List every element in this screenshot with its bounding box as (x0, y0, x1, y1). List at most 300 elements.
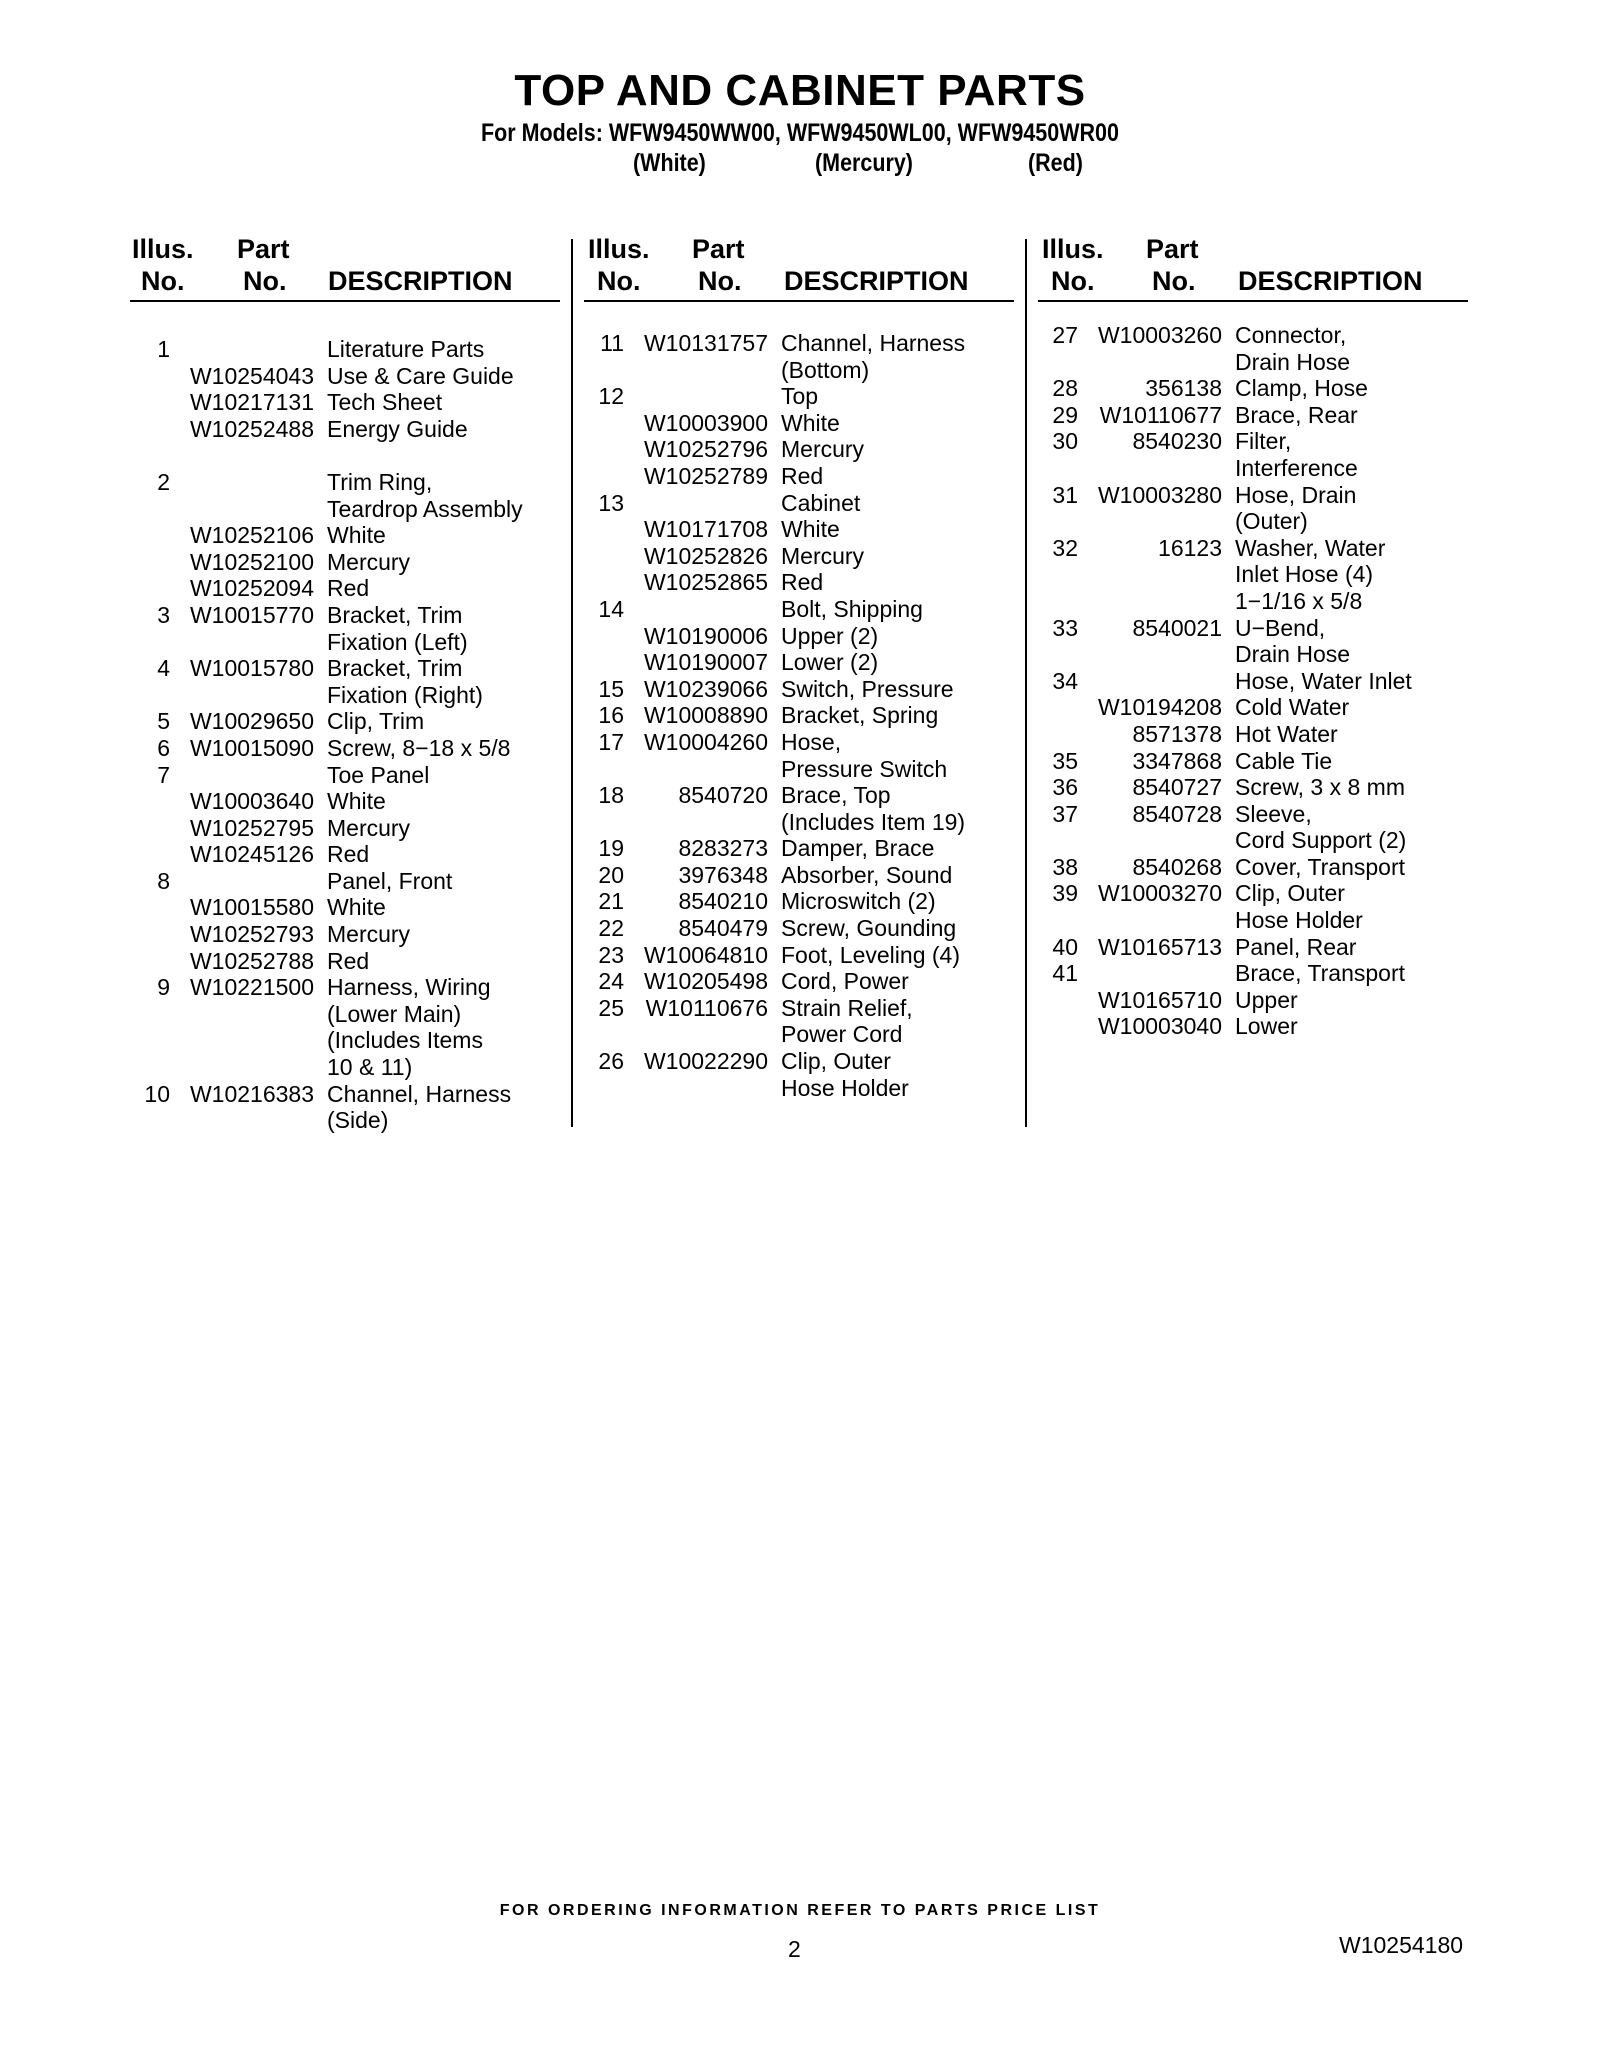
illus-number: 15 (598, 675, 624, 702)
part-description: Cord Support (2) (1235, 827, 1407, 854)
illus-number: 25 (598, 994, 624, 1021)
part-row (1038, 455, 1468, 482)
parts-list (1038, 322, 1468, 1040)
part-description: Damper, Brace (781, 835, 935, 862)
part-number: 8540728 (1132, 800, 1222, 827)
part-row (1038, 987, 1468, 1014)
part-row (584, 915, 1014, 942)
part-description: Mercury (781, 542, 865, 569)
part-row (130, 389, 560, 416)
part-description: Upper (1235, 986, 1298, 1013)
part-row (584, 809, 1014, 836)
part-description: Channel, Harness (327, 1080, 512, 1107)
illus-number: 34 (1052, 667, 1078, 694)
part-row (584, 543, 1014, 570)
part-number: W10015580 (189, 894, 314, 921)
part-row (584, 888, 1014, 915)
part-row (1038, 535, 1468, 562)
part-row (1038, 774, 1468, 801)
part-description: Fixation (Right) (327, 681, 483, 708)
part-description: Teardrop Assembly (327, 495, 523, 522)
header-part-no: No. (698, 266, 742, 296)
part-number: W10252789 (643, 462, 768, 489)
part-row (1038, 588, 1468, 615)
part-description: Hose, Water Inlet (1235, 667, 1412, 694)
illus-number: 33 (1052, 614, 1078, 641)
part-row (584, 942, 1014, 969)
part-number: W10110676 (645, 994, 768, 1021)
part-description: Red (327, 841, 370, 868)
illus-number: 39 (1052, 880, 1078, 907)
part-row (130, 841, 560, 868)
part-row (130, 575, 560, 602)
part-row (1038, 934, 1468, 961)
illus-number: 20 (598, 861, 624, 888)
part-number: W10252796 (643, 436, 768, 463)
illus-number: 7 (157, 761, 170, 788)
part-row (1038, 854, 1468, 881)
part-row (130, 655, 560, 682)
part-number: W10252826 (643, 542, 768, 569)
part-row (130, 469, 560, 496)
header-illus: Illus. (588, 234, 650, 264)
part-row (584, 782, 1014, 809)
part-row (130, 416, 560, 443)
part-description: Clip, Trim (327, 708, 425, 735)
part-description: Hot Water (1235, 720, 1338, 747)
part-row (584, 702, 1014, 729)
part-row (584, 862, 1014, 889)
part-number: W10221500 (189, 974, 314, 1001)
header-illus: Illus. (132, 234, 194, 264)
illus-number: 24 (598, 968, 624, 995)
part-description: Panel, Front (327, 867, 453, 894)
column-header (584, 232, 1014, 302)
part-description: White (781, 516, 840, 543)
part-description: Cord, Power (781, 968, 909, 995)
part-number: W10165710 (1097, 986, 1222, 1013)
illus-number: 10 (144, 1080, 170, 1107)
part-row (130, 522, 560, 549)
part-description: Clip, Outer (781, 1048, 891, 1075)
part-description: 1−1/16 x 5/8 (1235, 587, 1363, 614)
part-number: W10004260 (643, 728, 768, 755)
illus-number: 37 (1052, 800, 1078, 827)
page-title: TOP AND CABINET PARTS (514, 66, 1086, 115)
illus-number: 11 (600, 330, 624, 356)
part-row (584, 649, 1014, 676)
part-description: Brace, Rear (1235, 401, 1358, 428)
part-row (130, 1107, 560, 1134)
part-description: Microswitch (2) (781, 888, 936, 915)
part-row (1038, 402, 1468, 429)
part-row (584, 569, 1014, 596)
color-label-red: (Red) (1028, 149, 1083, 177)
part-row (130, 815, 560, 842)
part-description: Cable Tie (1235, 747, 1333, 774)
part-row (1038, 375, 1468, 402)
part-description: Red (781, 462, 824, 489)
part-number: W10003640 (189, 788, 314, 815)
part-number: W10194208 (1097, 694, 1222, 721)
part-description: Toe Panel (327, 761, 430, 788)
part-description: Hose Holder (1235, 907, 1363, 934)
color-label-mercury: (Mercury) (815, 149, 913, 177)
part-row (584, 596, 1014, 623)
part-number: 8571378 (1132, 720, 1222, 747)
column-divider (571, 239, 573, 1127)
part-description: Bracket, Trim (327, 655, 463, 682)
illus-number: 3 (157, 601, 170, 628)
part-row (1038, 960, 1468, 987)
part-number: 8540727 (1132, 774, 1222, 801)
illus-number: 14 (598, 595, 624, 622)
part-description: Washer, Water (1235, 534, 1386, 561)
part-description: Bracket, Spring (781, 702, 939, 729)
part-row (1038, 668, 1468, 695)
part-description: Hose, Drain (1235, 481, 1357, 508)
color-label-white: (White) (633, 149, 706, 177)
part-description: Mercury (327, 548, 411, 575)
part-description: Lower (1235, 1013, 1298, 1040)
part-row (130, 974, 560, 1001)
header-illus: Illus. (1042, 234, 1104, 264)
part-description: Strain Relief, (781, 994, 913, 1021)
illus-number: 27 (1052, 322, 1078, 348)
part-number: W10015090 (189, 734, 314, 761)
part-row (130, 735, 560, 762)
part-number: W10252106 (189, 522, 314, 549)
part-description: Absorber, Sound (781, 861, 953, 888)
part-number: W10015780 (189, 655, 314, 682)
illus-number: 23 (598, 941, 624, 968)
illus-number: 40 (1052, 933, 1078, 960)
part-description: (Lower Main) (327, 1000, 462, 1027)
illus-number: 32 (1052, 534, 1078, 561)
part-row (130, 496, 560, 523)
part-row (1038, 1013, 1468, 1040)
part-description: Cabinet (781, 489, 861, 516)
part-description: Hose Holder (781, 1074, 909, 1101)
part-row (1038, 748, 1468, 775)
part-description: Hose, (781, 728, 842, 755)
part-number: W10003280 (1097, 481, 1222, 508)
part-number: 16123 (1158, 534, 1222, 561)
part-row (130, 948, 560, 975)
part-description: Clip, Outer (1235, 880, 1345, 907)
part-number: W10252865 (643, 569, 768, 596)
part-number: W10252793 (189, 921, 314, 948)
part-description: Harness, Wiring (327, 974, 491, 1001)
part-description: (Outer) (1235, 508, 1308, 535)
column-divider (1025, 239, 1027, 1127)
part-row (584, 756, 1014, 783)
part-description: White (327, 522, 386, 549)
illus-number: 29 (1052, 401, 1078, 428)
part-description: (Bottom) (781, 356, 870, 383)
part-description: Bolt, Shipping (781, 595, 923, 622)
column-header (1038, 232, 1468, 302)
ordering-note: FOR ORDERING INFORMATION REFER TO PARTS PRICE LIST (499, 1902, 1101, 1919)
part-row (584, 623, 1014, 650)
part-row (584, 968, 1014, 995)
part-number: 3347868 (1132, 747, 1222, 774)
part-description: White (781, 409, 840, 436)
part-number: W10110677 (1099, 401, 1222, 428)
part-number: W10254043 (189, 362, 314, 389)
part-row (584, 490, 1014, 517)
part-number: W10190006 (643, 622, 768, 649)
part-row (584, 410, 1014, 437)
part-row (1038, 482, 1468, 509)
illus-number: 38 (1052, 853, 1078, 880)
header-part: Part (237, 234, 290, 264)
part-number: 8540720 (678, 782, 768, 809)
part-row (130, 1054, 560, 1081)
part-description: Screw, 3 x 8 mm (1235, 774, 1405, 801)
illus-number: 4 (157, 655, 170, 682)
part-description: Clamp, Hose (1235, 375, 1368, 402)
part-number: W10252094 (189, 575, 314, 602)
part-number: W10131757 (643, 330, 768, 356)
part-description: Brace, Transport (1235, 960, 1406, 987)
part-description: Mercury (781, 436, 865, 463)
part-description: (Side) (327, 1107, 389, 1134)
part-number: 3976348 (678, 861, 768, 888)
part-row (1038, 641, 1468, 668)
part-row (130, 629, 560, 656)
part-number: W10252100 (189, 548, 314, 575)
part-row (584, 676, 1014, 703)
part-row (584, 835, 1014, 862)
part-row (130, 336, 560, 363)
document-number: W10254180 (1339, 1932, 1464, 1958)
part-row (130, 442, 560, 469)
illus-number: 18 (598, 782, 624, 809)
part-row (1038, 561, 1468, 588)
illus-number: 17 (598, 728, 624, 755)
header-description: DESCRIPTION (328, 266, 513, 296)
part-description: Fixation (Left) (327, 628, 468, 655)
column-header (130, 232, 560, 302)
part-description: Tech Sheet (327, 389, 443, 416)
parts-column-3 (1038, 232, 1468, 1040)
part-number: 8540021 (1132, 614, 1222, 641)
header-part: Part (692, 234, 745, 264)
part-description: Connector, (1235, 322, 1347, 348)
header-illus-no: No. (597, 266, 641, 296)
part-number: W10015770 (189, 601, 314, 628)
part-description: Foot, Leveling (4) (781, 941, 960, 968)
header-part: Part (1146, 234, 1199, 264)
illus-number: 1 (157, 336, 170, 362)
illus-number: 2 (157, 468, 170, 495)
illus-number: 13 (598, 489, 624, 516)
part-number: 356138 (1145, 375, 1222, 402)
part-description: Brace, Top (781, 782, 891, 809)
part-row (130, 682, 560, 709)
part-description: Power Cord (781, 1021, 903, 1048)
part-row (130, 1027, 560, 1054)
part-number: W10029650 (189, 708, 314, 735)
part-number: W10239066 (643, 675, 768, 702)
part-row (130, 1001, 560, 1028)
part-row (584, 436, 1014, 463)
part-description: Red (781, 569, 824, 596)
part-row (1038, 508, 1468, 535)
part-number: W10165713 (1097, 933, 1222, 960)
part-row (130, 788, 560, 815)
part-description: Mercury (327, 921, 411, 948)
part-row (1038, 428, 1468, 455)
part-number: W10217131 (189, 389, 314, 416)
part-description: Switch, Pressure (781, 675, 954, 702)
part-description: (Includes Items (327, 1027, 483, 1054)
part-number: W10252795 (189, 814, 314, 841)
part-row (1038, 907, 1468, 934)
part-number: W10003900 (643, 409, 768, 436)
part-row (584, 330, 1014, 357)
part-number: W10252488 (189, 415, 314, 442)
part-description: Lower (2) (781, 649, 879, 676)
illus-number: 26 (598, 1048, 624, 1075)
part-description: U−Bend, (1235, 614, 1326, 641)
part-row (584, 463, 1014, 490)
part-row (584, 1048, 1014, 1075)
part-description: Sleeve, (1235, 800, 1312, 827)
part-row (130, 708, 560, 735)
part-row (1038, 801, 1468, 828)
part-description: Bracket, Trim (327, 601, 463, 628)
page-number: 2 (788, 1936, 801, 1962)
illus-number: 30 (1052, 428, 1078, 455)
illus-number: 36 (1052, 774, 1078, 801)
part-description: Trim Ring, (327, 468, 433, 495)
part-row (1038, 349, 1468, 376)
part-row (130, 363, 560, 390)
illus-number: 21 (598, 888, 624, 915)
header-illus-no: No. (141, 266, 185, 296)
part-description: Mercury (327, 814, 411, 841)
illus-number: 22 (598, 915, 624, 942)
part-description: Pressure Switch (781, 755, 948, 782)
part-description: Panel, Rear (1235, 933, 1357, 960)
part-row (1038, 615, 1468, 642)
part-description: Cover, Transport (1235, 853, 1406, 880)
models-subtitle: For Models: WFW9450WW00, WFW9450WL00, WFW9450WR00 (481, 119, 1119, 147)
part-number: 8283273 (678, 835, 768, 862)
part-row (584, 516, 1014, 543)
part-number: W10252788 (189, 947, 314, 974)
part-number: W10022290 (643, 1048, 768, 1075)
part-row (1038, 721, 1468, 748)
illus-number: 35 (1052, 747, 1078, 774)
illus-number: 16 (598, 702, 624, 729)
part-row (584, 1075, 1014, 1102)
part-row (584, 1021, 1014, 1048)
part-number: W10003270 (1097, 880, 1222, 907)
header-illus-no: No. (1051, 266, 1095, 296)
part-description: Screw, 8−18 x 5/8 (327, 734, 511, 761)
header-part-no: No. (243, 266, 287, 296)
illus-number: 12 (598, 383, 624, 410)
part-description: 10 & 11) (327, 1054, 413, 1081)
part-number: 8540268 (1132, 853, 1222, 880)
part-row (130, 921, 560, 948)
part-description: Filter, (1235, 428, 1292, 455)
part-number: W10216383 (189, 1080, 314, 1107)
parts-column-2 (584, 232, 1014, 1101)
header-part-no: No. (1152, 266, 1196, 296)
part-row (584, 729, 1014, 756)
part-number: W10190007 (643, 649, 768, 676)
illus-number: 5 (157, 708, 170, 735)
part-description: Channel, Harness (781, 330, 966, 356)
illus-number: 9 (157, 974, 170, 1001)
parts-list (130, 336, 560, 1134)
part-description: Use & Care Guide (327, 362, 514, 389)
part-number: 8540479 (678, 915, 768, 942)
header-description: DESCRIPTION (784, 266, 969, 296)
part-row (130, 602, 560, 629)
part-description: Literature Parts (327, 336, 485, 362)
part-number: W10171708 (643, 516, 768, 543)
part-number: W10205498 (643, 968, 768, 995)
part-row (1038, 322, 1468, 349)
part-description: Red (327, 947, 370, 974)
part-number: 8540230 (1132, 428, 1222, 455)
part-number: W10003260 (1097, 322, 1222, 348)
illus-number: 41 (1052, 960, 1078, 987)
part-description: Top (781, 383, 819, 410)
part-description: Drain Hose (1235, 348, 1351, 375)
part-row (584, 383, 1014, 410)
parts-list (584, 330, 1014, 1101)
part-row (130, 868, 560, 895)
illus-number: 6 (157, 734, 170, 761)
part-description: White (327, 894, 386, 921)
part-description: Cold Water (1235, 694, 1350, 721)
part-description: Screw, Gounding (781, 915, 957, 942)
illus-number: 19 (598, 835, 624, 862)
part-row (584, 995, 1014, 1022)
part-row (584, 357, 1014, 384)
part-row (130, 1081, 560, 1108)
illus-number: 31 (1052, 481, 1078, 508)
part-number: 8540210 (678, 888, 768, 915)
part-description: (Includes Item 19) (781, 808, 966, 835)
illus-number: 8 (157, 867, 170, 894)
part-row (130, 549, 560, 576)
part-description: Inlet Hose (4) (1235, 561, 1374, 588)
part-description: Red (327, 575, 370, 602)
illus-number: 28 (1052, 375, 1078, 402)
part-row (1038, 694, 1468, 721)
part-description: Interference (1235, 454, 1358, 481)
part-number: W10245126 (189, 841, 314, 868)
part-description: Upper (2) (781, 622, 879, 649)
part-number: W10003040 (1097, 1013, 1222, 1040)
header-description: DESCRIPTION (1238, 266, 1423, 296)
part-description: White (327, 788, 386, 815)
parts-column-1 (130, 232, 560, 1134)
part-description: Energy Guide (327, 415, 468, 442)
part-row (1038, 880, 1468, 907)
part-row (130, 894, 560, 921)
part-row (130, 762, 560, 789)
part-description: Drain Hose (1235, 641, 1351, 668)
part-row (1038, 827, 1468, 854)
